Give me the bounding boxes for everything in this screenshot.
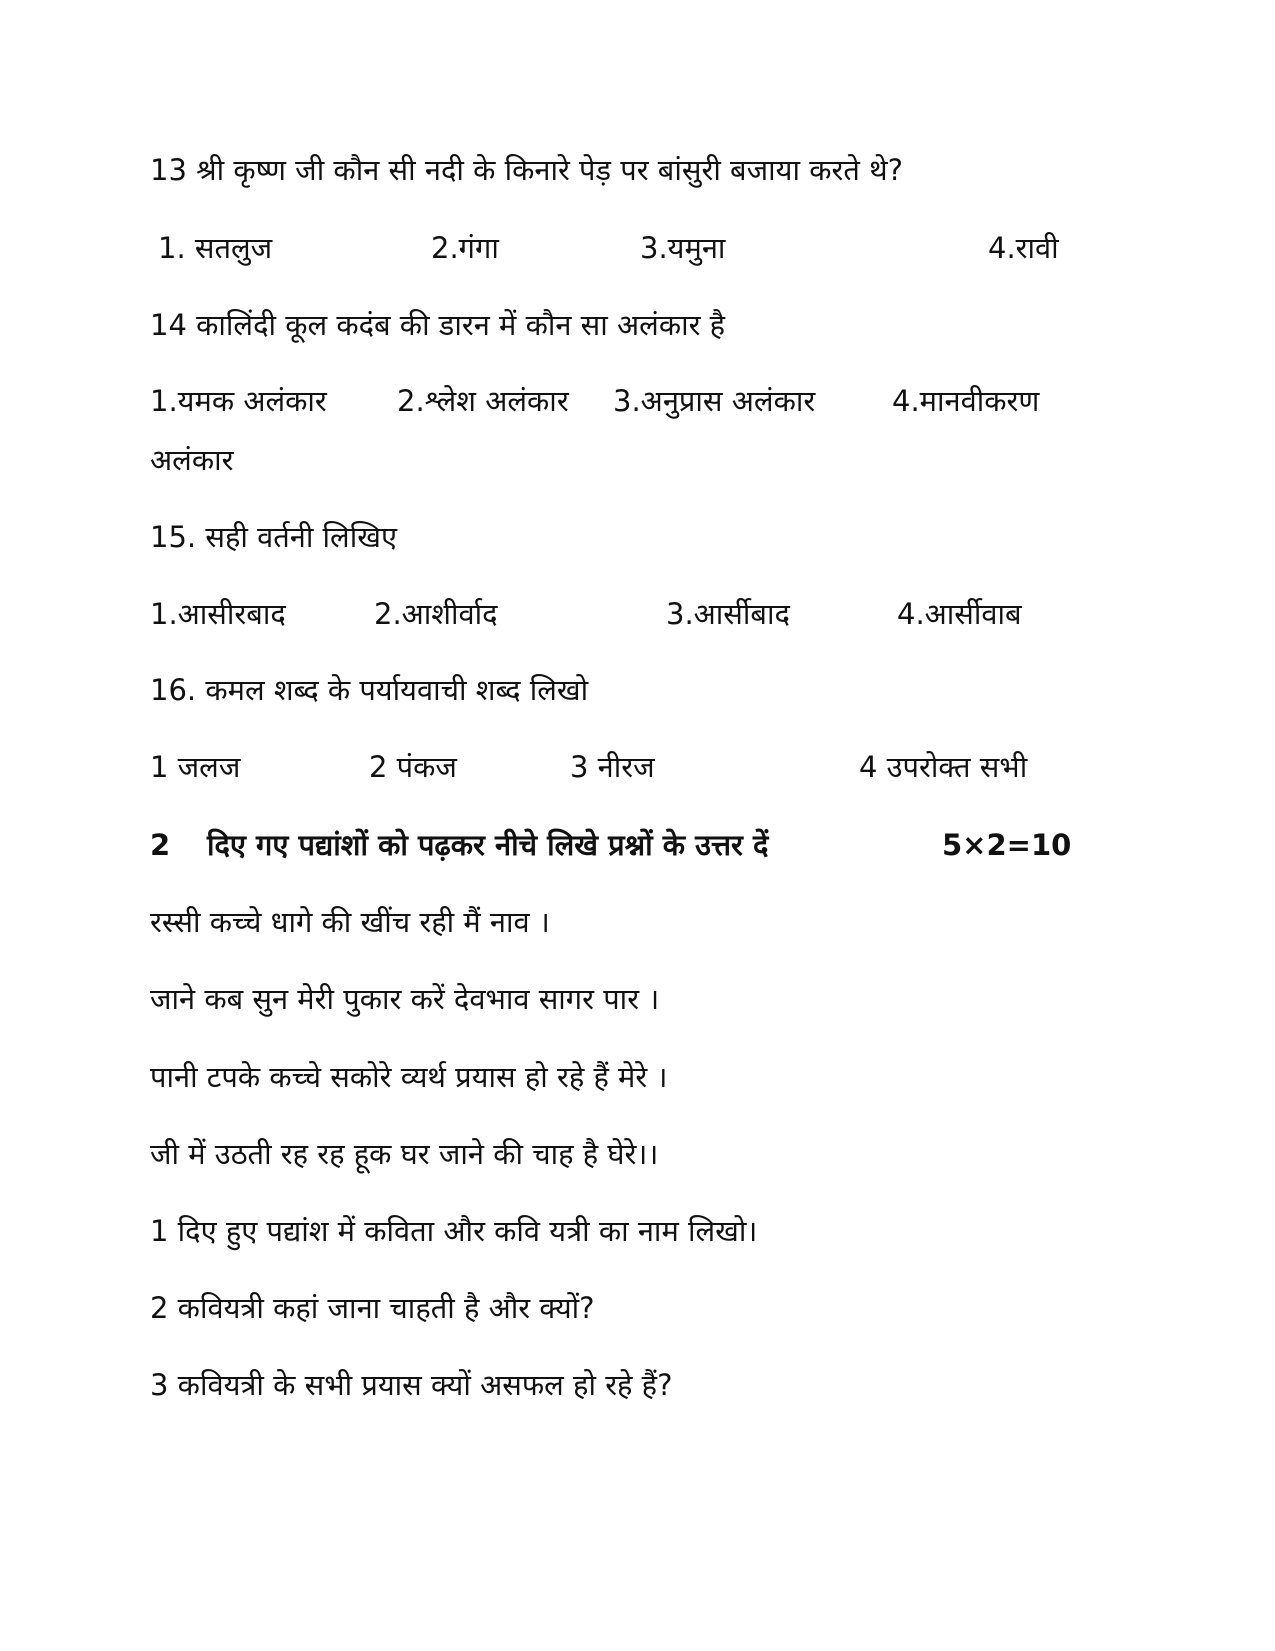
option-3: 3.अनुप्रास अलंकार	[613, 384, 816, 418]
question-13: 13 श्री कृष्ण जी कौन सी नदी के किनारे पेड़ पर बांसुरी बजाया करते थे?	[150, 153, 903, 187]
option-4: 4.आर्सीवाब	[897, 597, 1022, 631]
option-2: 2 पंकज	[369, 750, 457, 784]
option-2: 2.गंगा	[431, 231, 499, 265]
question-14: 14 कालिंदी कूल कदंब की डारन में कौन सा अलंकार है	[150, 308, 726, 342]
option-3: 3.आर्सीबाद	[666, 597, 790, 631]
poem-line: पानी टपके कच्चे सकोरे व्यर्थ प्रयास हो रहे हैं मेरे ।	[150, 1060, 668, 1094]
poem-line: जाने कब सुन मेरी पुकार करें देवभाव सागर पार ।	[150, 982, 660, 1016]
question-16: 16. कमल शब्द के पर्यायवाची शब्द लिखो	[150, 673, 589, 707]
poem-line: रस्सी कच्चे धागे की खींच रही मैं नाव ।	[150, 905, 550, 939]
option-4: 4.मानवीकरण	[892, 384, 1040, 418]
poem-line: जी में उठती रह रह हूक घर जाने की चाह है घेरे।।	[150, 1137, 659, 1171]
option-1: 1.यमक अलंकार	[150, 384, 327, 418]
option-2: 2.श्लेश अलंकार	[397, 384, 569, 418]
section-title: दिए गए पद्यांशों को पढ़कर नीचे लिखे प्रश्नों के उत्तर दें	[207, 828, 769, 862]
passage-question-1: 1 दिए हुए पद्यांश में कविता और कवि यत्री का नाम लिखो।	[150, 1214, 758, 1248]
section-marks: 5×2=10	[942, 828, 1072, 862]
option-1: 1.आसीरबाद	[150, 597, 286, 631]
option-2: 2.आशीर्वाद	[374, 597, 498, 631]
option-1: 1 जलज	[150, 750, 241, 784]
section-number: 2	[150, 828, 171, 862]
passage-question-2: 2 कवियत्री कहां जाना चाहती है और क्यों?	[150, 1291, 595, 1325]
question-15: 15. सही वर्तनी लिखिए	[150, 520, 397, 554]
passage-question-3: 3 कवियत्री के सभी प्रयास क्यों असफल हो रहे हैं?	[150, 1368, 673, 1402]
question-14-option-wrap: अलंकार	[150, 443, 234, 477]
option-4: 4 उपरोक्त सभी	[859, 750, 1028, 784]
option-1: 1. सतलुज	[158, 231, 273, 265]
option-3: 3.यमुना	[640, 231, 726, 265]
option-3: 3 नीरज	[570, 750, 655, 784]
option-4: 4.रावी	[988, 231, 1059, 265]
